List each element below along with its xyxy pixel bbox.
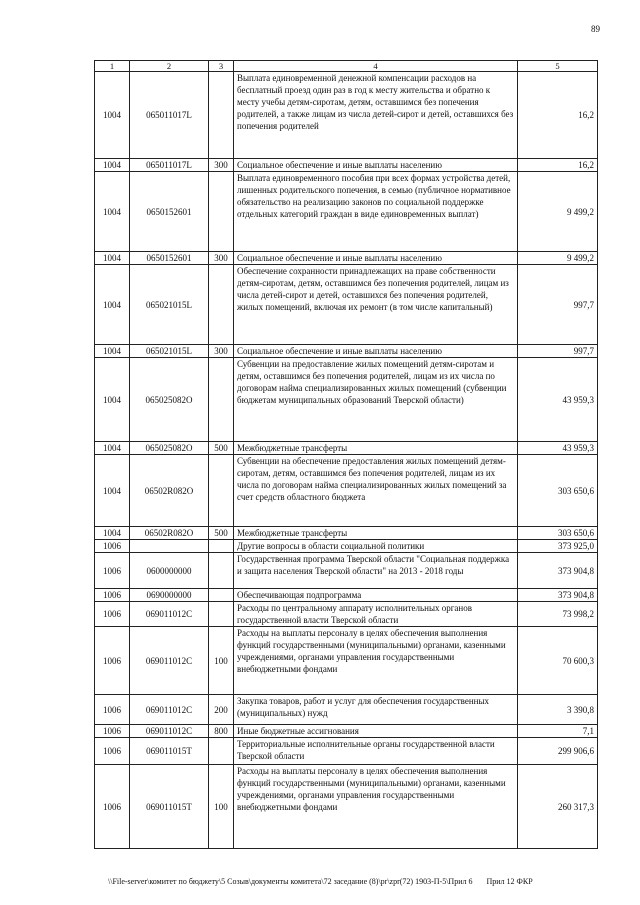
cell-description: Обеспечение сохранности принадлежащих на праве собственности детям-сиротам, детям, оставшимся без попечения родителей, лицам из числа детей-сирот и детей, оставшихся без попечения родителей, жилых помещений, включая их ремонт (в том числе капитальный) — [234, 265, 518, 345]
footer-path: \\File-server\комитет по бюджету\5 Созыв\документы комитета\72 заседание (8)\pr\zpr(72) 1903-П-5\Прил 6 — [108, 877, 473, 886]
table-row — [95, 589, 598, 602]
footer-ref: Прил 12 ФКР — [486, 877, 533, 886]
cell-code-target: 065021015L — [130, 265, 209, 345]
cell-code-target: 069011012C — [130, 695, 209, 725]
cell-code-section: 1006 — [95, 695, 130, 725]
cell-code-expense-type — [209, 738, 234, 765]
cell-code-target: 0600000000 — [130, 553, 209, 589]
table-row — [95, 553, 598, 589]
cell-code-section: 1004 — [95, 345, 130, 358]
cell-code-expense-type — [209, 72, 234, 159]
cell-amount: 260 317,3 — [518, 765, 598, 849]
cell-code-target: 069011012C — [130, 627, 209, 695]
cell-description: Межбюджетные трансферты — [234, 527, 518, 540]
page-number: 89 — [591, 24, 600, 34]
cell-code-section: 1004 — [95, 159, 130, 172]
cell-code-expense-type: 800 — [209, 725, 234, 738]
cell-code-target: 065011017L — [130, 159, 209, 172]
cell-code-expense-type: 500 — [209, 527, 234, 540]
cell-code-section: 1004 — [95, 527, 130, 540]
cell-code-expense-type — [209, 602, 234, 627]
table-row — [95, 159, 598, 172]
header-col-5: 5 — [518, 61, 598, 72]
table-row — [95, 695, 598, 725]
cell-amount: 3 390,8 — [518, 695, 598, 725]
cell-amount: 16,2 — [518, 159, 598, 172]
cell-code-target: 069011012C — [130, 602, 209, 627]
cell-amount: 73 998,2 — [518, 602, 598, 627]
cell-description: Субвенции на предоставление жилых помещений детям-сиротам и детям, оставшимся без попечения родителей, лицам из их числа по договорам найма специализированных жилых помещений (субвенции бюджетам муниципальных образований Тверской области) — [234, 358, 518, 442]
cell-code-section: 1006 — [95, 738, 130, 765]
footer — [108, 877, 533, 886]
cell-code-target — [130, 540, 209, 553]
table-row — [95, 72, 598, 159]
cell-description: Социальное обеспечение и иные выплаты населению — [234, 159, 518, 172]
cell-amount: 997,7 — [518, 345, 598, 358]
cell-code-expense-type: 200 — [209, 695, 234, 725]
cell-code-section: 1006 — [95, 602, 130, 627]
cell-amount: 299 906,6 — [518, 738, 598, 765]
cell-amount: 373 904,8 — [518, 589, 598, 602]
cell-code-target: 0650152601 — [130, 172, 209, 252]
table-row — [95, 252, 598, 265]
cell-code-section: 1004 — [95, 172, 130, 252]
cell-description: Расходы по центральному аппарату исполнительных органов государственной власти Тверской области — [234, 602, 518, 627]
cell-code-section: 1004 — [95, 358, 130, 442]
cell-code-expense-type — [209, 540, 234, 553]
table-row — [95, 540, 598, 553]
cell-amount: 303 650,6 — [518, 527, 598, 540]
header-col-1: 1 — [95, 61, 130, 72]
cell-code-expense-type: 100 — [209, 765, 234, 849]
table-row — [95, 358, 598, 442]
cell-amount: 43 959,3 — [518, 358, 598, 442]
cell-code-section: 1004 — [95, 455, 130, 527]
table-row — [95, 738, 598, 765]
cell-code-expense-type — [209, 553, 234, 589]
cell-code-section: 1006 — [95, 627, 130, 695]
cell-code-expense-type — [209, 455, 234, 527]
header-row — [95, 61, 598, 72]
cell-code-expense-type: 300 — [209, 345, 234, 358]
cell-code-expense-type — [209, 172, 234, 252]
cell-code-expense-type: 300 — [209, 159, 234, 172]
cell-code-section: 1006 — [95, 725, 130, 738]
table-row — [95, 602, 598, 627]
cell-code-target: 0690000000 — [130, 589, 209, 602]
cell-code-section: 1006 — [95, 540, 130, 553]
cell-code-target: 065011017L — [130, 72, 209, 159]
budget-table — [94, 60, 598, 849]
cell-description: Расходы на выплаты персоналу в целях обеспечения выполнения функций государственными (муниципальными) органами, казенными учреждениями, органами управления государственными внебюджетными фондами — [234, 765, 518, 849]
cell-description: Социальное обеспечение и иные выплаты населению — [234, 252, 518, 265]
cell-code-section: 1006 — [95, 589, 130, 602]
cell-description: Выплата единовременной денежной компенсации расходов на бесплатный проезд один раз в год к месту жительства и обратно к месту учебы детям-сиротам, детям, оставшимся без попечения родителей, а также лицам из числа детей-сирот и детей, оставшихся без попечения родителей — [234, 72, 518, 159]
table-row — [95, 765, 598, 849]
cell-description: Государственная программа Тверской области "Социальная поддержка и защита населения Тверской области" на 2013 - 2018 годы — [234, 553, 518, 589]
cell-description: Выплата единовременного пособия при всех формах устройства детей, лишенных родительского попечения, в семью (публичное нормативное обязательство на реализацию законов по социальной поддержке отдельных категорий граждан в виде единовременных выплат) — [234, 172, 518, 252]
cell-code-section: 1006 — [95, 553, 130, 589]
cell-code-target: 06502R082O — [130, 527, 209, 540]
cell-amount: 9 499,2 — [518, 172, 598, 252]
table-row — [95, 172, 598, 252]
cell-code-expense-type — [209, 358, 234, 442]
cell-code-expense-type — [209, 589, 234, 602]
cell-code-target: 069011015T — [130, 738, 209, 765]
table-row — [95, 455, 598, 527]
cell-amount: 373 904,8 — [518, 553, 598, 589]
cell-code-expense-type: 500 — [209, 442, 234, 455]
cell-code-section: 1004 — [95, 252, 130, 265]
cell-description: Обеспечивающая подпрограмма — [234, 589, 518, 602]
cell-amount: 9 499,2 — [518, 252, 598, 265]
cell-code-section: 1004 — [95, 442, 130, 455]
header-col-3: 3 — [209, 61, 234, 72]
cell-amount: 7,1 — [518, 725, 598, 738]
cell-description: Другие вопросы в области социальной политики — [234, 540, 518, 553]
cell-amount: 16,2 — [518, 72, 598, 159]
table-row — [95, 265, 598, 345]
cell-code-expense-type — [209, 265, 234, 345]
cell-amount: 70 600,3 — [518, 627, 598, 695]
cell-description: Субвенции на обеспечение предоставления жилых помещений детям-сиротам, детям, оставшимся без попечения родителей, лицам из их числа по договорам найма специализированных жилых помещений за счет средств областного бюджета — [234, 455, 518, 527]
header-col-4: 4 — [234, 61, 518, 72]
cell-description: Социальное обеспечение и иные выплаты населению — [234, 345, 518, 358]
table-row — [95, 627, 598, 695]
cell-code-target: 0650152601 — [130, 252, 209, 265]
header-col-2: 2 — [130, 61, 209, 72]
cell-description: Иные бюджетные ассигнования — [234, 725, 518, 738]
cell-amount: 43 959,3 — [518, 442, 598, 455]
cell-amount: 997,7 — [518, 265, 598, 345]
table-row — [95, 442, 598, 455]
cell-description: Закупка товаров, работ и услуг для обеспечения государственных (муниципальных) нужд — [234, 695, 518, 725]
cell-code-expense-type: 100 — [209, 627, 234, 695]
cell-code-section: 1004 — [95, 72, 130, 159]
cell-code-target: 065025082O — [130, 442, 209, 455]
cell-description: Расходы на выплаты персоналу в целях обеспечения выполнения функций государственными (муниципальными) органами, казенными учреждениями, органами управления государственными внебюджетными фондами — [234, 627, 518, 695]
cell-description: Межбюджетные трансферты — [234, 442, 518, 455]
cell-code-target: 069011015T — [130, 765, 209, 849]
cell-code-section: 1004 — [95, 265, 130, 345]
cell-code-target: 065021015L — [130, 345, 209, 358]
cell-code-target: 065025082O — [130, 358, 209, 442]
cell-code-target: 069011012C — [130, 725, 209, 738]
cell-code-expense-type: 300 — [209, 252, 234, 265]
cell-code-section: 1006 — [95, 765, 130, 849]
cell-code-target: 06502R082O — [130, 455, 209, 527]
cell-description: Территориальные исполнительные органы государственной власти Тверской области — [234, 738, 518, 765]
table-row — [95, 527, 598, 540]
cell-amount: 373 925,0 — [518, 540, 598, 553]
table-row — [95, 725, 598, 738]
table-row — [95, 345, 598, 358]
cell-amount: 303 650,6 — [518, 455, 598, 527]
